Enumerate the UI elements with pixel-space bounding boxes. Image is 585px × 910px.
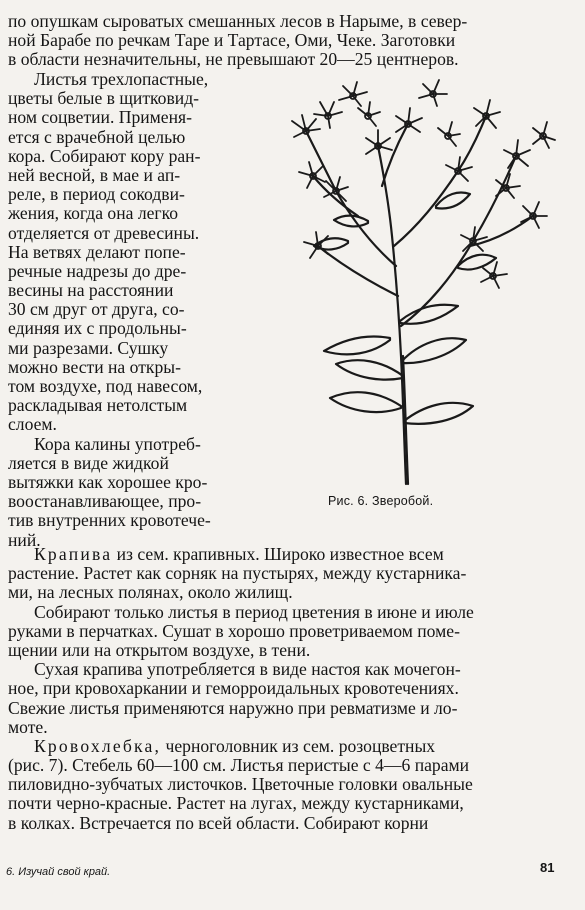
text-line: моте. bbox=[8, 716, 48, 737]
text-line: Собирают только листья в период цветения в июне и июле bbox=[34, 601, 474, 622]
text-line bbox=[8, 737, 554, 756]
top-paragraph bbox=[8, 12, 554, 70]
text-line: Кора калины употреб- bbox=[34, 433, 201, 454]
text-line: реле, в период сокодви- bbox=[8, 184, 185, 205]
text-line: воостанавливающее, про- bbox=[8, 491, 202, 512]
text-line bbox=[8, 545, 554, 564]
text-line: ном соцветии. Применя- bbox=[8, 107, 192, 128]
text-line: весины на расстоянии bbox=[8, 280, 174, 301]
text-line: по опушкам сыроватых смешанных лесов в Нарыме, в север- bbox=[8, 11, 468, 31]
text-line: цветы белые в щитковид- bbox=[8, 88, 200, 109]
text-line: отделяется от древесины. bbox=[8, 222, 200, 243]
text-line: том воздухе, под навесом, bbox=[8, 376, 203, 396]
text-line: (рис. 7). Стебель 60—100 см. Листья перистые с 4—6 парами bbox=[8, 755, 470, 776]
figure-caption: Рис. 6. Зверобой. bbox=[328, 494, 434, 508]
text-line: можно вести на откры- bbox=[8, 356, 181, 377]
term: Крапива bbox=[34, 544, 113, 564]
page-number: 81 bbox=[540, 860, 555, 875]
text-line: руками в перчатках. Сушат в хорошо проветриваемом поме- bbox=[8, 620, 460, 641]
text-line: в области незначительны, не превышают 20—25 центнеров. bbox=[8, 49, 459, 70]
text-line: речные надрезы до дре- bbox=[8, 260, 187, 281]
text-line: щении или на открытом воздухе, в тени. bbox=[8, 639, 311, 660]
text-line: почти черно-красные. Растет на лугах, между кустарниками, bbox=[8, 793, 464, 814]
main-text bbox=[8, 545, 554, 833]
text-line: 30 см друг от друга, со- bbox=[8, 299, 185, 320]
text-line: тив внутренних кровотече- bbox=[8, 510, 211, 531]
text-line: единяя их с продольны- bbox=[8, 318, 187, 339]
text-line: ное, при кровохаркании и геморроидальных кровотечениях. bbox=[8, 678, 459, 699]
text-run: из сем. крапивных. Широко известное всем bbox=[112, 544, 444, 564]
text-line: в колках. Встречается по всей области. Собирают корни bbox=[8, 812, 429, 833]
text-line: ми, на лесных полянах, около жилищ. bbox=[8, 582, 293, 603]
text-line: ной Барабе по речкам Таре и Тартасе, Оми, Чеке. Заготовки bbox=[8, 30, 456, 51]
text-line: ний. bbox=[8, 529, 41, 550]
text-line: Листья трехлопастные, bbox=[34, 69, 209, 89]
text-line: растение. Растет как сорняк на пустырях, между кустарника- bbox=[8, 563, 467, 584]
text-line: ми разрезами. Сушку bbox=[8, 337, 169, 358]
text-line: Свежие листья применяются наружно при ревматизме и ло- bbox=[8, 697, 458, 718]
st-johns-wort-illustration bbox=[258, 76, 568, 486]
text-line: ней весной, в мае и ап- bbox=[8, 164, 181, 185]
text-line: раскладывая нетолстым bbox=[8, 395, 188, 416]
text-line: вытяжки как хорошее кро- bbox=[8, 471, 208, 492]
text-line: пиловидно-зубчатых листочков. Цветочные головки овальные bbox=[8, 774, 473, 795]
left-column-text bbox=[8, 70, 238, 550]
text-run: черноголовник из сем. розоцветных bbox=[161, 735, 436, 756]
text-line: слоем. bbox=[8, 414, 57, 435]
text-line: кора. Собирают кору ран- bbox=[8, 145, 201, 166]
text-line: Сухая крапива употребляется в виде настоя как мочегон- bbox=[34, 659, 461, 680]
text-line: ется с врачебной целью bbox=[8, 126, 186, 147]
term: Кровохлебка, bbox=[34, 735, 162, 756]
text-line: жения, когда она легко bbox=[8, 203, 179, 224]
text-line: ляется в виде жидкой bbox=[8, 452, 169, 473]
text-line: На ветвях делают попе- bbox=[8, 241, 186, 262]
footer-signature: 6. Изучай свой край. bbox=[6, 866, 111, 878]
